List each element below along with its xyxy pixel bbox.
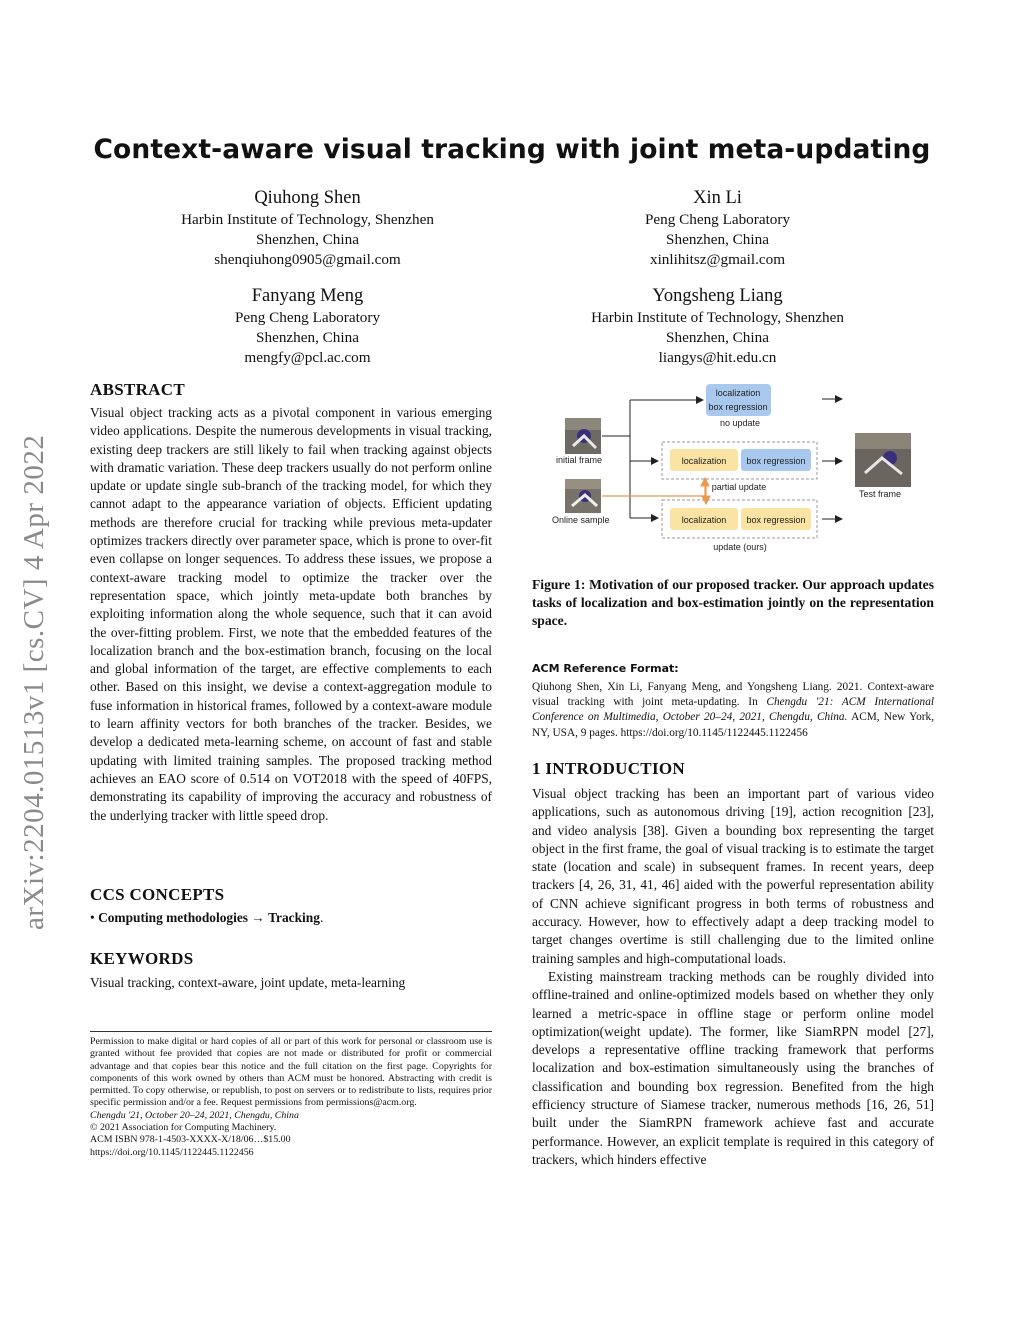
permission-text: Permission to make digital or hard copies of all or part of this work for personal or classroom use is granted without fee provided that copies are not made or distributed for profit or commercial advantage and that copies bear this notice and the full citation on the first page. Copyrights for components of this work owned by others than ACM must be honored. Abstracting with credit is permitted. To copy otherwise, or republish, to post on servers or to redistribute to lists, requires prior specific permission and/or a fee. Request permissions from permissions@acm.org. (90, 1036, 492, 1109)
author-location: Shenzhen, China (666, 231, 769, 248)
acm-ref-venue: Chengdu '21: ACM International Conference on Multimedia, October 20–24, 2021, Chengdu, China. (532, 696, 934, 724)
intro-paragraph-2: Existing mainstream tracking methods can be roughly divided into offline-trained and online-optimized models based on whether they only learned a metric-space in offline stage or perform online model optimization(weight update). The former, like SiamRPN model [27], develops a representative offline tracking framework that performs localization and box-estimation simultaneously using the branches of classification and bounding box regression. Benefited from the high efficiency structure of Siamese tracker, numerous methods [16, 26, 51] built under the SiamRPN framework achieve fast and accurate performance. However, an explicit template is required in this category of trackers, which hinders effective (532, 968, 934, 1167)
ours-box-regression-label: box regression (746, 515, 806, 525)
paper-title: Context-aware visual tracking with joint meta-updating (93, 134, 931, 165)
online-sample-label: Online sample (552, 515, 610, 525)
author-email: xinlihitsz@gmail.com (649, 251, 786, 268)
partial-box-regression-label: box regression (746, 456, 806, 466)
ccs-end: . (319, 910, 324, 925)
author-block-1 (130, 186, 485, 270)
update-ours-label: update (ours) (713, 542, 767, 552)
acm-ref-text (532, 680, 934, 741)
abstract-text: Visual object tracking acts as a pivotal component in various emerging video applications. Despite the numerous developments in visual tracking, existing deep trackers are still likely to fail when tracking against objects with dramatic variation. These deep trackers usually do not perform online update or update single sub-branch of the tracking model, for which they cannot adapt to the appearance variation of objects. Efficient updating methods are therefore crucial for tracking while previous meta-updater optimizes trackers directly over parameter space, which is prone to over-fit even collapse on longer sequences. To address these issues, we propose a context-aware tracking model to optimize the tracker over the representation space, which jointly meta-update both branches by exploiting information along the whole sequence, such that it can avoid the over-fitting problem. First, we note that the embedded features of the localization branch and the box-estimation branch, focusing on the local and global information of the target, are effective complements to each other. Based on this insight, we devise a context-aggregation module to fuse information in historical frames, followed by a context-aware module to learn affinity vectors for both branches of the tracker. Besides, we develop a dedicated meta-learning scheme, on account of fast and stable updating with limited training samples. The proposed tracking method achieves an EAO score of 0.514 on VOT2018 with the speed of 40FPS, demonstrating its capability of improving the accuracy and robustness of the underlying tracker with little speed drop. (90, 405, 492, 823)
permission-venue: Chengdu '21, October 20–24, 2021, Chengdu, China (90, 1109, 299, 1121)
test-frame-thumbnail (855, 433, 911, 487)
author-email: shenqiuhong0905@gmail.com (214, 251, 401, 268)
author-affiliation: Harbin Institute of Technology, Shenzhen (591, 309, 844, 326)
author-affiliation: Harbin Institute of Technology, Shenzhen (181, 211, 434, 228)
permission-block (90, 1036, 492, 1159)
author-name: Qiuhong Shen (254, 188, 361, 208)
figure-1-diagram (540, 378, 940, 558)
author-email: liangys@hit.edu.cn (658, 349, 777, 366)
no-update-box-regression-label: box regression (708, 402, 768, 412)
intro-body (532, 785, 934, 1169)
acm-ref-heading: ACM Reference Format: (532, 662, 679, 675)
ccs-concept: Computing methodologies (98, 910, 248, 925)
test-frame-label: Test frame (859, 489, 902, 499)
arxiv-stamp: arXiv:2204.01513v1 [cs.CV] 4 Apr 2022 (18, 434, 50, 930)
no-update-localization-label: localization (715, 388, 761, 398)
abstract-heading: ABSTRACT (90, 380, 185, 399)
ccs-bullet: • (90, 910, 95, 925)
author-location: Shenzhen, China (256, 231, 359, 248)
ccs-heading: CCS CONCEPTS (90, 885, 225, 904)
acm-ref-authors: Qiuhong Shen, Xin Li, Fanyang Meng, and Yongsheng Liang. 2021. Context-aware visual tracking with joint meta-updating. In (532, 681, 934, 709)
online-sample-orange-arrow (602, 478, 705, 496)
author-location: Shenzhen, China (666, 329, 769, 346)
author-name: Xin Li (693, 188, 742, 208)
author-email: mengfy@pcl.ac.com (244, 349, 371, 366)
figure-1-caption: Figure 1: Motivation of our proposed tracker. Our approach updates tasks of localization and box-estimation jointly on the representation space. (532, 577, 934, 629)
ccs-sub: Tracking (268, 910, 320, 925)
author-affiliation: Peng Cheng Laboratory (644, 211, 791, 228)
footnote-rule (90, 1031, 492, 1032)
permission-isbn: ACM ISBN 978-1-4503-XXXX-X/18/06…$15.00 (90, 1134, 291, 1146)
permission-doi: https://doi.org/10.1145/1122445.1122456 (90, 1146, 254, 1158)
ccs-arrow: → (251, 910, 265, 925)
intro-paragraph-1: Visual object tracking has been an important part of various video applications, such as autonomous driving [19], action recognition [23], and video analysis [38]. Given a bounding box representing the target object in the first frame, the goal of visual tracking is to estimate the target state (location and scale) in subsequent frames. In recent years, deep trackers [4, 26, 31, 41, 46] aided with the powerful representation ability of CNN achieve significant progress in both terms of robustness and accuracy. However, how to effectively adapt a deep tracking model to target changes overtime is still challenging due to the limited online training samples and high-computational loads. (532, 786, 934, 966)
author-location: Shenzhen, China (256, 329, 359, 346)
keywords-text: Visual tracking, context-aware, joint update, meta-learning (90, 975, 406, 990)
author-block-4 (560, 284, 875, 368)
author-block-3 (130, 284, 485, 368)
author-block-2 (560, 186, 875, 270)
initial-frame-label: initial frame (556, 455, 603, 465)
partial-localization-label: localization (681, 456, 727, 466)
author-name: Fanyang Meng (251, 286, 364, 306)
partial-update-label: partial update (711, 482, 767, 492)
permission-copyright: © 2021 Association for Computing Machinery. (90, 1122, 277, 1134)
author-affiliation: Peng Cheng Laboratory (234, 309, 381, 326)
ccs-concepts (90, 909, 492, 927)
ours-localization-label: localization (681, 515, 727, 525)
acm-ref-tail: ACM, New York, NY, USA, 9 pages. https://doi.org/10.1145/1122445.1122456 (532, 711, 935, 739)
online-sample-thumbnail (565, 479, 601, 513)
no-update-label: no update (719, 418, 761, 428)
keywords-heading: KEYWORDS (90, 949, 194, 968)
initial-frame-thumbnail (565, 418, 601, 454)
author-name: Yongsheng Liang (652, 286, 783, 306)
intro-heading: 1 INTRODUCTION (532, 759, 685, 778)
